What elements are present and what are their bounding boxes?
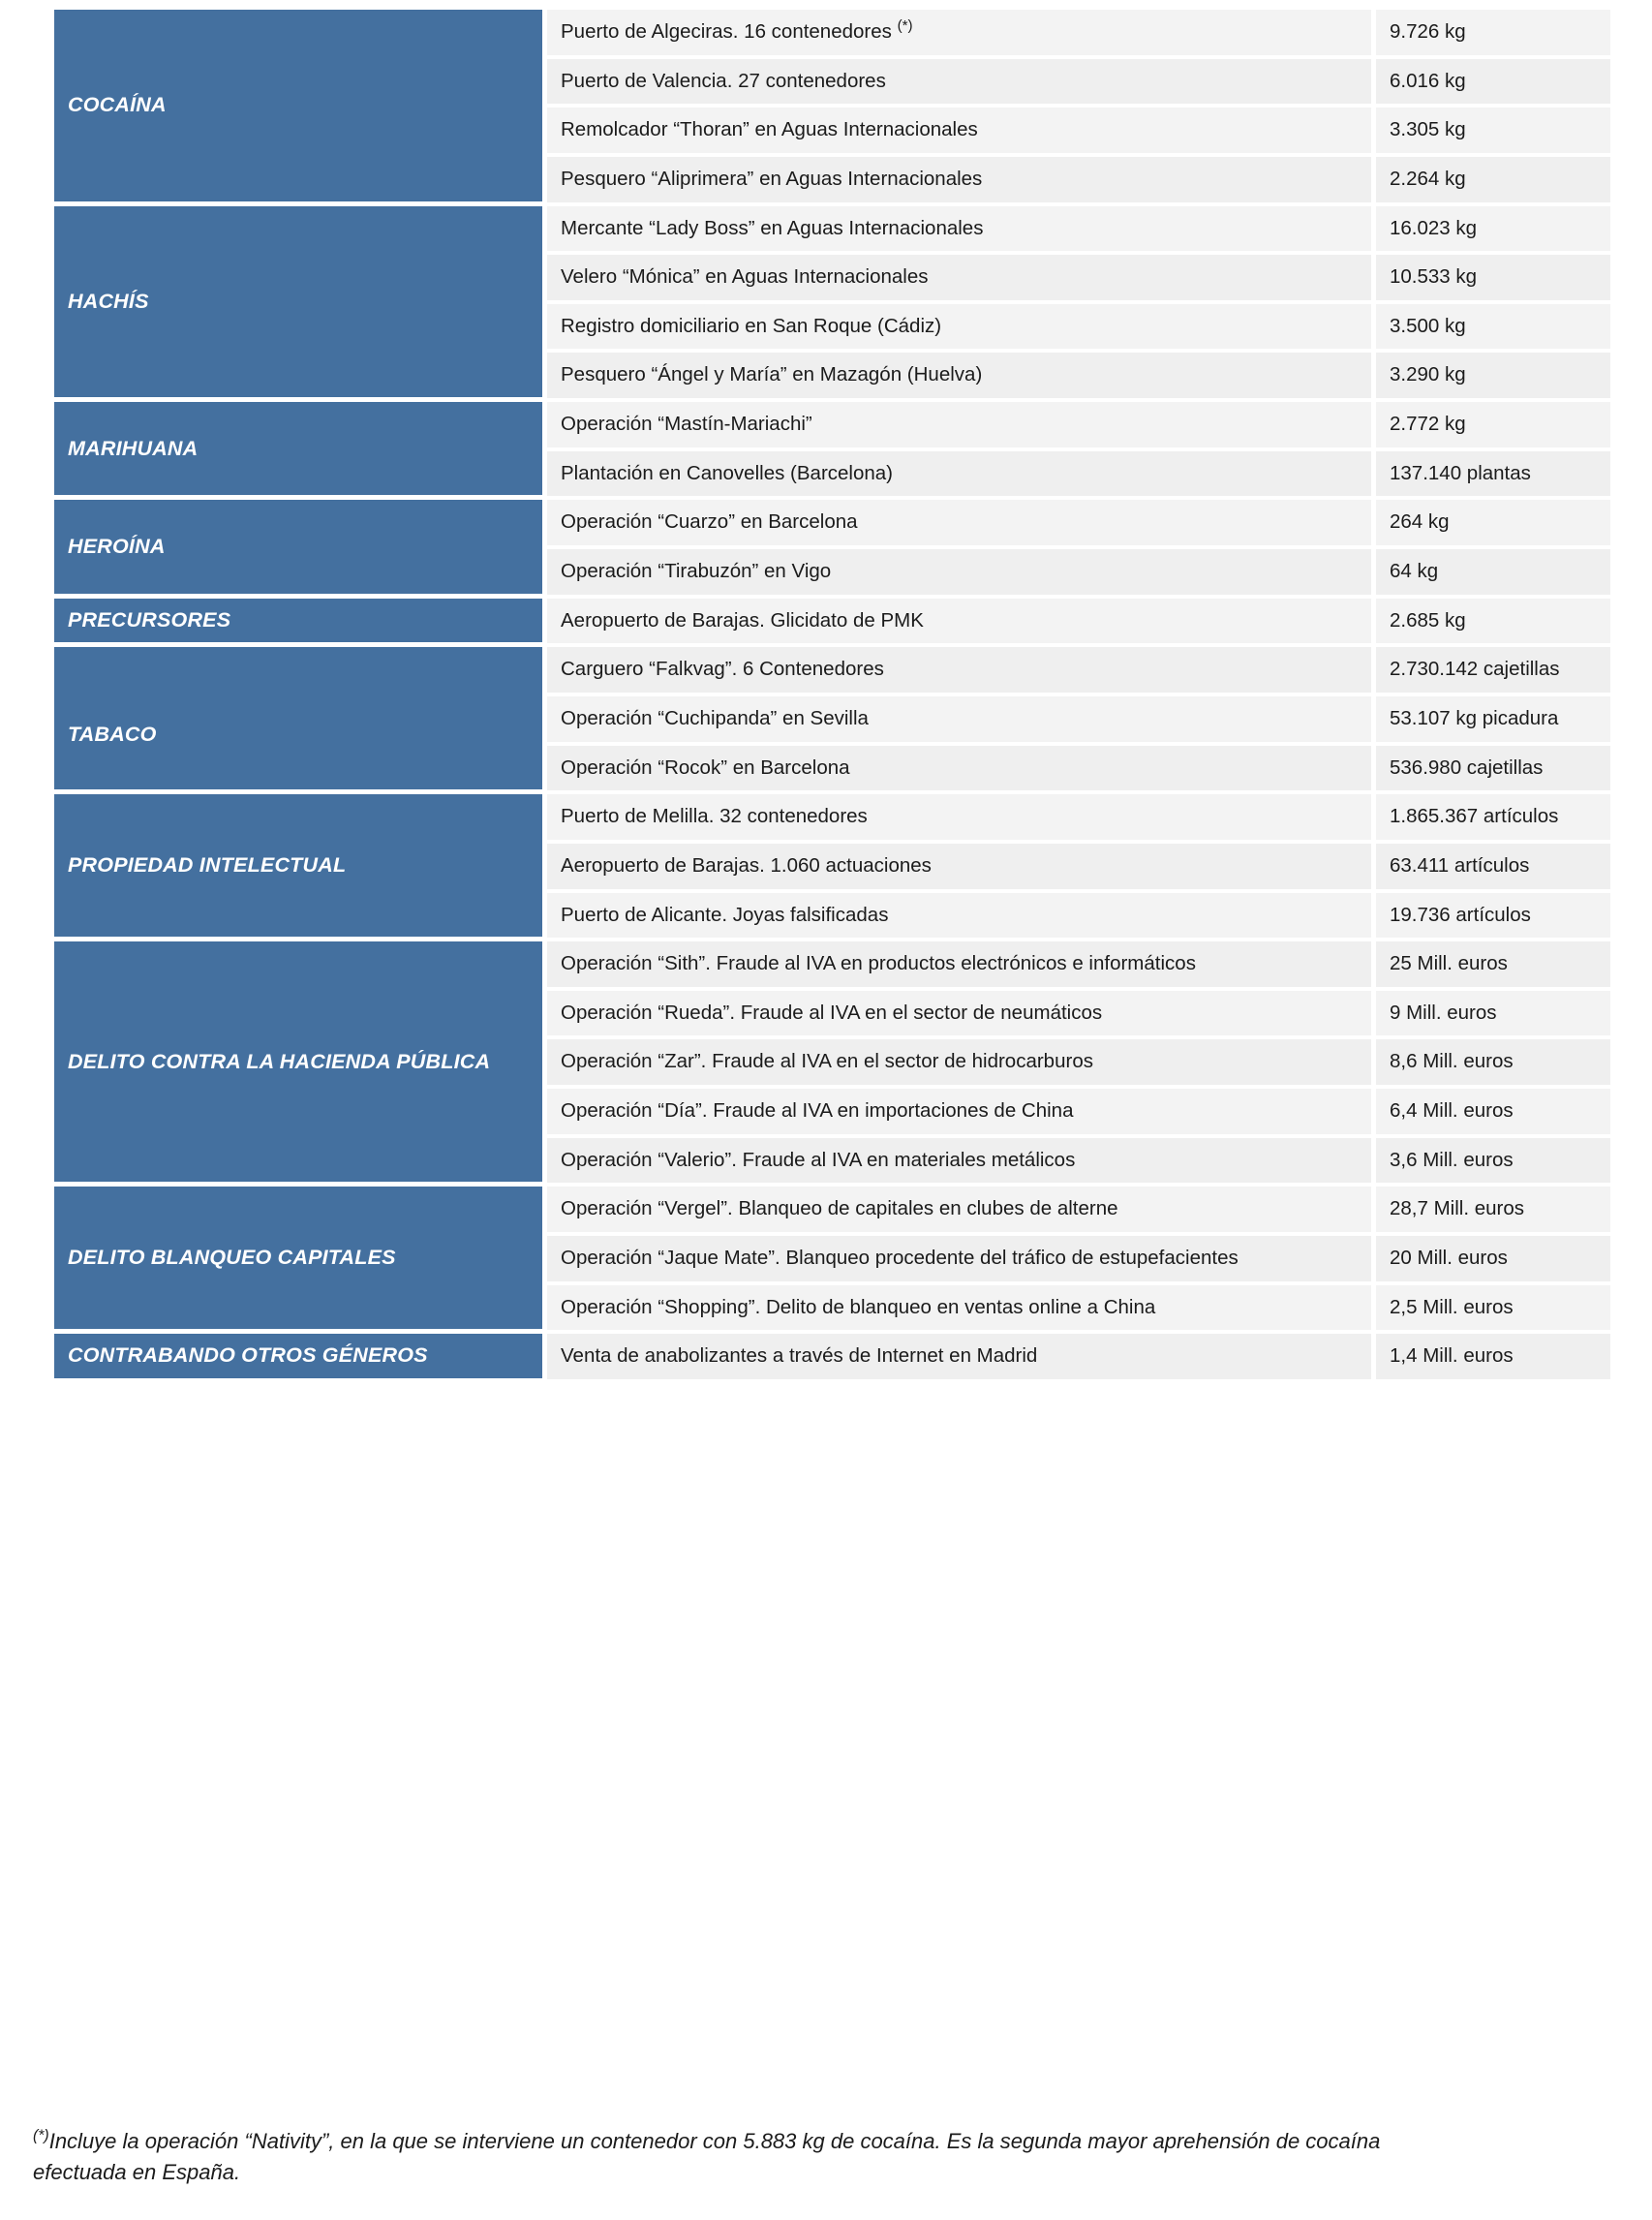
- description-cell: [547, 206, 1376, 256]
- description-cell: [547, 1138, 1376, 1187]
- description-text: Operación “Jaque Mate”. Blanqueo procedente del tráfico de estupefacientes: [561, 1247, 1239, 1270]
- value-text: 20 Mill. euros: [1390, 1247, 1508, 1270]
- value-text: 6,4 Mill. euros: [1390, 1099, 1514, 1123]
- value-text: 64 kg: [1390, 560, 1439, 583]
- description-cell: [547, 1236, 1376, 1285]
- value-text: 2.730.142 cajetillas: [1390, 658, 1560, 681]
- description-text: Operación “Tirabuzón” en Vigo: [561, 560, 832, 583]
- value-cell: [1376, 794, 1610, 844]
- description-text: Puerto de Valencia. 27 contenedores: [561, 69, 886, 92]
- description-cell: [547, 1334, 1376, 1383]
- description-cell: [547, 941, 1376, 991]
- description-text: Operación “Mastín-Mariachi”: [561, 413, 812, 436]
- description-cell: [547, 794, 1376, 844]
- seizures-table: [54, 10, 1610, 1383]
- description-cell: [547, 599, 1376, 648]
- description-text: Operación “Día”. Fraude al IVA en importaciones de China: [561, 1099, 1074, 1123]
- description-text: Operación “Rocok” en Barcelona: [561, 755, 850, 779]
- value-text: 10.533 kg: [1390, 265, 1478, 289]
- description-text: Aeropuerto de Barajas. Glicidato de PMK: [561, 608, 924, 632]
- value-cell: [1376, 1039, 1610, 1089]
- category-cell: [54, 1334, 547, 1383]
- description-text: Pesquero “Aliprimera” en Aguas Internacionales: [561, 167, 983, 190]
- value-text: 2.264 kg: [1390, 167, 1466, 190]
- description-text: Puerto de Alicante. Joyas falsificadas: [561, 903, 889, 926]
- value-text: 2,5 Mill. euros: [1390, 1295, 1514, 1318]
- value-cell: [1376, 696, 1610, 746]
- category-label: COCAÍNA: [68, 93, 167, 117]
- description-text: Operación “Zar”. Fraude al IVA en el sector de hidrocarburos: [561, 1050, 1093, 1073]
- category-label: TABACO: [68, 722, 157, 746]
- description-cell: [547, 304, 1376, 354]
- value-cell: [1376, 304, 1610, 354]
- value-cell: [1376, 451, 1610, 501]
- footnote-text: Incluye la operación “Nativity”, en la que se interviene un contenedor con 5.883 kg de cocaína. Es la segunda mayor aprehensión de cocaína efectuada en España.: [33, 2129, 1381, 2184]
- category-cell: [54, 1187, 547, 1334]
- value-text: 16.023 kg: [1390, 216, 1478, 239]
- value-text: 6.016 kg: [1390, 69, 1466, 92]
- category-label: PROPIEDAD INTELECTUAL: [68, 853, 347, 878]
- value-text: 3,6 Mill. euros: [1390, 1148, 1514, 1171]
- category-cell: [54, 599, 547, 648]
- description-cell: [547, 1285, 1376, 1335]
- value-cell: [1376, 1334, 1610, 1383]
- value-text: 8,6 Mill. euros: [1390, 1050, 1514, 1073]
- table-row: [54, 599, 1610, 648]
- value-cell: [1376, 1187, 1610, 1236]
- value-text: 1,4 Mill. euros: [1390, 1344, 1514, 1368]
- description-text: Plantación en Canovelles (Barcelona): [561, 461, 894, 484]
- table-row: [54, 500, 1610, 549]
- value-cell: [1376, 549, 1610, 599]
- description-text: Pesquero “Ángel y María” en Mazagón (Huelva): [561, 363, 983, 386]
- description-text: Operación “Sith”. Fraude al IVA en productos electrónicos e informáticos: [561, 952, 1196, 975]
- description-cell: [547, 893, 1376, 942]
- value-text: 2.772 kg: [1390, 413, 1466, 436]
- description-cell: [547, 549, 1376, 599]
- value-text: 3.305 kg: [1390, 118, 1466, 141]
- description-text: Mercante “Lady Boss” en Aguas Internacionales: [561, 216, 984, 239]
- value-cell: [1376, 10, 1610, 59]
- description-cell: [547, 647, 1376, 696]
- description-cell: [547, 991, 1376, 1040]
- value-text: 63.411 artículos: [1390, 853, 1530, 877]
- category-cell: [54, 500, 547, 598]
- description-text: Operación “Cuarzo” en Barcelona: [561, 510, 858, 534]
- value-cell: [1376, 108, 1610, 157]
- description-text: Operación “Cuchipanda” en Sevilla: [561, 706, 869, 729]
- footnote-marker-icon: (*): [897, 17, 913, 35]
- description-text: Aeropuerto de Barajas. 1.060 actuaciones: [561, 853, 932, 877]
- description-text: Remolcador “Thoran” en Aguas Internacionales: [561, 118, 978, 141]
- value-text: 536.980 cajetillas: [1390, 755, 1544, 779]
- seizures-table-body: [54, 10, 1610, 1383]
- value-text: 3.290 kg: [1390, 363, 1466, 386]
- value-cell: [1376, 893, 1610, 942]
- table-row: [54, 1334, 1610, 1383]
- description-cell: [547, 746, 1376, 795]
- description-cell: [547, 451, 1376, 501]
- value-text: 25 Mill. euros: [1390, 952, 1508, 975]
- category-label: HEROÍNA: [68, 534, 166, 558]
- category-cell: [54, 206, 547, 403]
- description-text: Puerto de Melilla. 32 contenedores: [561, 805, 868, 828]
- description-cell: [547, 500, 1376, 549]
- value-text: 9.726 kg: [1390, 20, 1466, 43]
- description-cell: [547, 402, 1376, 451]
- value-cell: [1376, 1236, 1610, 1285]
- footnote: [33, 2126, 1389, 2188]
- value-text: 9 Mill. euros: [1390, 1001, 1497, 1024]
- description-text: Registro domiciliario en San Roque (Cádiz): [561, 314, 942, 337]
- table-row: [54, 1187, 1610, 1236]
- value-text: 264 kg: [1390, 510, 1450, 534]
- description-cell: [547, 10, 1376, 59]
- description-cell: [547, 255, 1376, 304]
- value-text: 137.140 plantas: [1390, 461, 1531, 484]
- value-text: 3.500 kg: [1390, 314, 1466, 337]
- footnote-marker-icon: (*): [33, 2127, 49, 2144]
- category-label: DELITO CONTRA LA HACIENDA PÚBLICA: [68, 1049, 491, 1073]
- description-text: Operación “Rueda”. Fraude al IVA en el sector de neumáticos: [561, 1001, 1103, 1024]
- value-cell: [1376, 991, 1610, 1040]
- description-cell: [547, 844, 1376, 893]
- category-cell: [54, 10, 547, 206]
- value-text: 28,7 Mill. euros: [1390, 1197, 1525, 1220]
- table-row: [54, 402, 1610, 451]
- table-row: [54, 206, 1610, 256]
- table-row: [54, 647, 1610, 696]
- value-cell: [1376, 599, 1610, 648]
- value-text: 53.107 kg picadura: [1390, 706, 1559, 729]
- description-cell: [547, 157, 1376, 206]
- description-cell: [547, 1039, 1376, 1089]
- category-label: DELITO BLANQUEO CAPITALES: [68, 1246, 396, 1270]
- description-cell: [547, 108, 1376, 157]
- description-text: Velero “Mónica” en Aguas Internacionales: [561, 265, 929, 289]
- description-cell: [547, 1089, 1376, 1138]
- table-row: [54, 941, 1610, 991]
- value-cell: [1376, 844, 1610, 893]
- value-text: 1.865.367 artículos: [1390, 805, 1559, 828]
- description-cell: [547, 353, 1376, 402]
- table-row: [54, 794, 1610, 844]
- value-cell: [1376, 1089, 1610, 1138]
- value-cell: [1376, 255, 1610, 304]
- category-cell: [54, 941, 547, 1187]
- value-cell: [1376, 941, 1610, 991]
- value-text: 2.685 kg: [1390, 608, 1466, 632]
- value-cell: [1376, 206, 1610, 256]
- category-label: HACHÍS: [68, 289, 149, 313]
- category-cell: [54, 402, 547, 500]
- description-text: Operación “Vergel”. Blanqueo de capitales en clubes de alterne: [561, 1197, 1118, 1220]
- description-text: Operación “Valerio”. Fraude al IVA en materiales metálicos: [561, 1148, 1076, 1171]
- value-cell: [1376, 157, 1610, 206]
- value-cell: [1376, 353, 1610, 402]
- category-label: CONTRABANDO OTROS GÉNEROS: [68, 1343, 428, 1368]
- description-cell: [547, 696, 1376, 746]
- value-cell: [1376, 402, 1610, 451]
- category-cell: [54, 647, 547, 794]
- category-cell: [54, 794, 547, 941]
- category-label: PRECURSORES: [68, 607, 231, 632]
- value-cell: [1376, 647, 1610, 696]
- value-cell: [1376, 59, 1610, 108]
- seizures-table-wrapper: [54, 10, 1610, 1383]
- value-text: 19.736 artículos: [1390, 903, 1531, 926]
- description-cell: [547, 59, 1376, 108]
- value-cell: [1376, 1138, 1610, 1187]
- value-cell: [1376, 1285, 1610, 1335]
- description-cell: [547, 1187, 1376, 1236]
- description-text: Carguero “Falkvag”. 6 Contenedores: [561, 658, 884, 681]
- description-text: Operación “Shopping”. Delito de blanqueo en ventas online a China: [561, 1295, 1156, 1318]
- table-row: [54, 10, 1610, 59]
- value-cell: [1376, 500, 1610, 549]
- description-text: Puerto de Algeciras. 16 contenedores: [561, 20, 898, 43]
- description-text: Venta de anabolizantes a través de Internet en Madrid: [561, 1344, 1038, 1368]
- category-label: MARIHUANA: [68, 436, 199, 460]
- value-cell: [1376, 746, 1610, 795]
